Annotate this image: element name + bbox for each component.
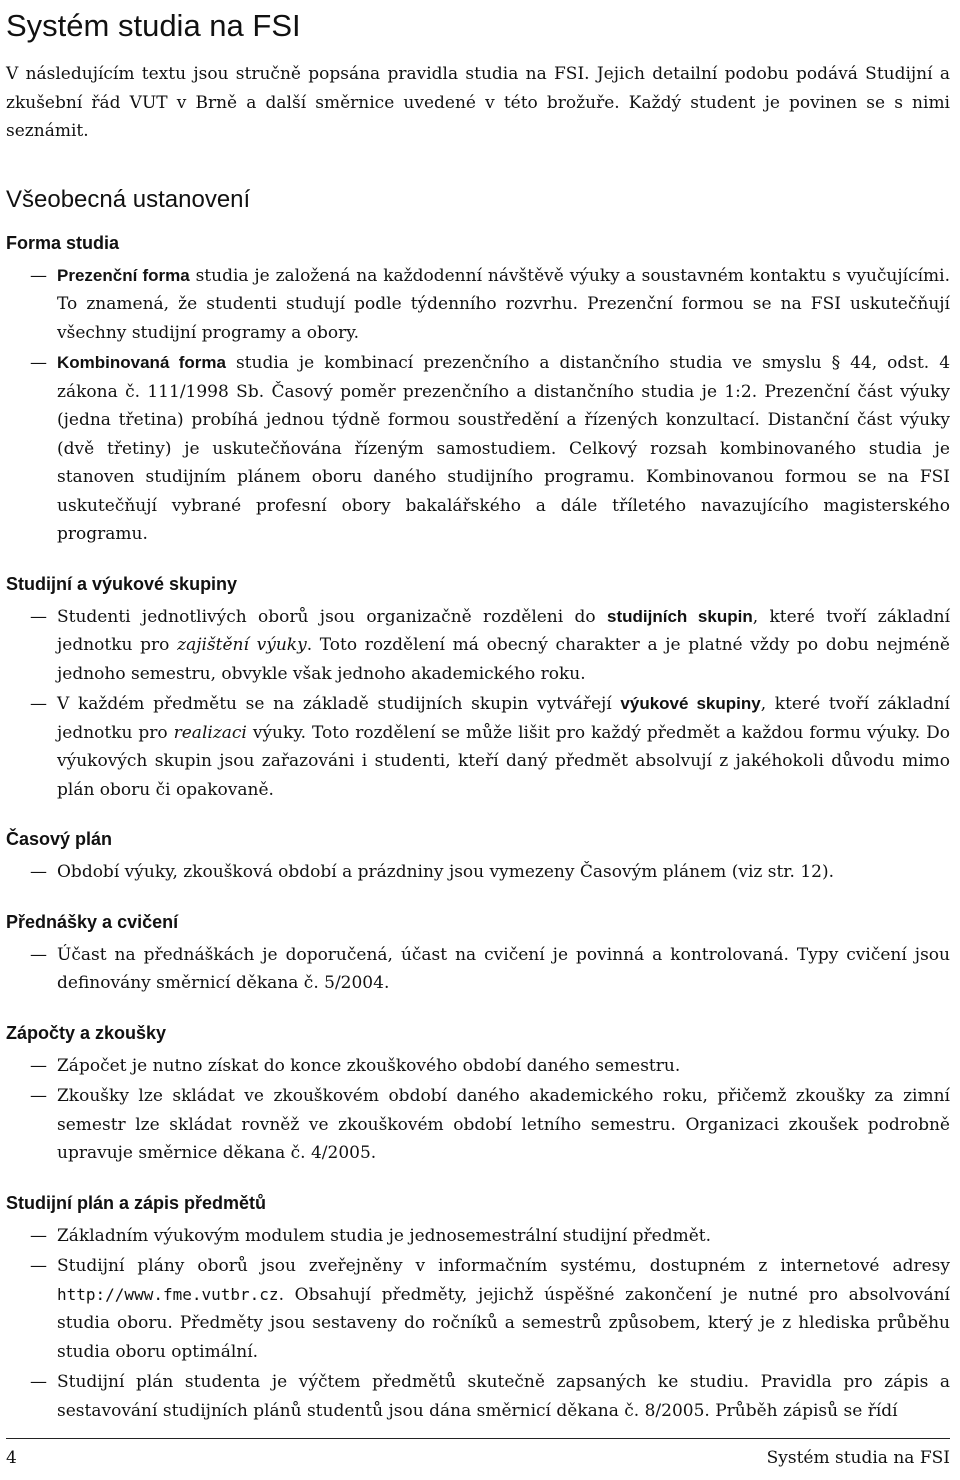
running-title: Systém studia na FSI <box>766 1448 950 1468</box>
dash-bullet: — <box>30 1055 47 1076</box>
casovy-list <box>6 858 950 887</box>
page-footer <box>6 1446 950 1470</box>
footer-rule <box>6 1438 950 1439</box>
plan-list <box>6 1222 950 1426</box>
forma-list <box>6 262 950 549</box>
subheading-skupiny: Studijní a výukové skupiny <box>6 573 238 594</box>
document-page <box>6 0 950 1425</box>
dash-bullet: — <box>30 862 47 882</box>
list-item: — Účast na přednáškách je doporučená, účast na cvičení je povinná a kontrolovaná. Typy cvičení jsou definovány směrnicí děkana č. 5/2004. <box>6 941 950 998</box>
page-number: 4 <box>6 1448 17 1468</box>
dash-bullet: — <box>30 353 47 373</box>
dash-bullet: — <box>30 1256 47 1276</box>
zapocty-list <box>6 1052 950 1168</box>
prednasky-list <box>6 941 950 998</box>
subheading-studijni-plan: Studijní plán a zápis předmětů <box>6 1192 267 1213</box>
list-item: — Zápočet je nutno získat do konce zkouškového období daného semestru. <box>6 1052 950 1081</box>
list-item: — V každém předmětu se na základě studijních skupin vytvářejí výukové skupiny, které tvoří základní jednotku pro realizaci výuky. Toto rozdělení se může lišit pro každý předmět a každou formu výuky. Do výukových skupin jsou zařazováni i studenti, kteří daný předmět absolvují z jakéhokoli důvodu mimo plán oboru či opakovaně. <box>6 690 950 804</box>
dash-bullet: — <box>30 606 47 627</box>
list-item: — Kombinovaná forma studia je kombinací prezenčního a distančního studia ve smyslu § 44, odst. 4 zákona č. 111/1998 Sb. Časový poměr prezenčního a distančního studia je 1:2. Prezenční část výuky (jedna třetina) probíhá jednou týdně formou soustředění a řízených konzultací. Distanční část výuky (dvě třetiny) je uskutečňována řízeným samostudiem. Celkový rozsah kombinovaného studia je stanoven studijním plánem oboru daného studijního programu. Kombinovanou formou se na FSI uskutečňují vybrané profesní obory bakalářského a dále tříletého navazujícího magisterského programu. <box>6 349 950 549</box>
intro-paragraph: V následujícím textu jsou stručně popsána pravidla studia na FSI. Jejich detailní podobu podává Studijní a zkušební řád VUT v Brně a další směrnice uvedené v této brožuře. Každý student je povinen se s nimi seznámit. <box>6 64 950 141</box>
list-item: — Zkoušky lze skládat ve zkouškovém období daného akademického roku, přičemž zkoušky za zimní semestr lze skládat rovněž ve zkouškovém období letního semestru. Organizaci zkoušek podrobně upravuje směrnice děkana č. 4/2005. <box>6 1082 950 1168</box>
section-heading-general: Všeobecná ustanovení <box>6 185 251 213</box>
dash-bullet: — <box>30 265 47 286</box>
fme-url-link[interactable]: http://www.fme.vutbr.cz <box>57 1284 279 1304</box>
subheading-casovy-plan: Časový plán <box>6 829 113 849</box>
dash-bullet: — <box>30 944 47 965</box>
subheading-forma-studia: Forma studia <box>6 232 120 253</box>
skupiny-list <box>6 603 950 805</box>
list-item: — Studenti jednotlivých oborů jsou organizačně rozděleni do studijních skupin, které tvoří základní jednotku pro zajištění výuky. Toto rozdělení má obecný charakter a je platné vždy po dobu nejméně jednoho semestru, obvykle však jednoho akademického roku. <box>6 603 950 689</box>
list-item: — Základním výukovým modulem studia je jednosemestrální studijní předmět. <box>6 1222 950 1251</box>
dash-bullet: — <box>30 1086 47 1106</box>
subheading-prednasky: Přednášky a cvičení <box>6 911 179 932</box>
page-title: Systém studia na FSI <box>6 8 301 43</box>
dash-bullet: — <box>30 1225 47 1246</box>
subheading-zapocty: Zápočty a zkoušky <box>6 1022 167 1043</box>
dash-bullet: — <box>30 1372 47 1392</box>
dash-bullet: — <box>30 694 47 714</box>
list-item: — Období výuky, zkoušková období a prázdniny jsou vymezeny Časovým plánem (viz str. 12). <box>6 858 950 887</box>
list-item: — Studijní plány oborů jsou zveřejněny v informačním systému, dostupném z internetové adresy http://www.fme.vutbr.cz. Obsahují předměty, jejichž úspěšné zakončení je nutné pro absolvování studia oboru. Předměty jsou sestaveny do ročníků a semestrů způsobem, který je z hlediska průběhu studia oboru optimální. <box>6 1252 950 1366</box>
list-item: — Prezenční forma studia je založená na každodenní návštěvě výuky a soustavném kontaktu s vyučujícími. To znamená, že studenti studují podle týdenního rozvrhu. Prezenční formou se na FSI uskutečňují všechny studijní programy a obory. <box>6 262 950 348</box>
list-item: — Studijní plán studenta je výčtem předmětů skutečně zapsaných ke studiu. Pravidla pro zápis a sestavování studijních plánů studentů jsou dána směrnicí děkana č. 8/2005. Průběh zápisů se řídí <box>6 1368 950 1425</box>
